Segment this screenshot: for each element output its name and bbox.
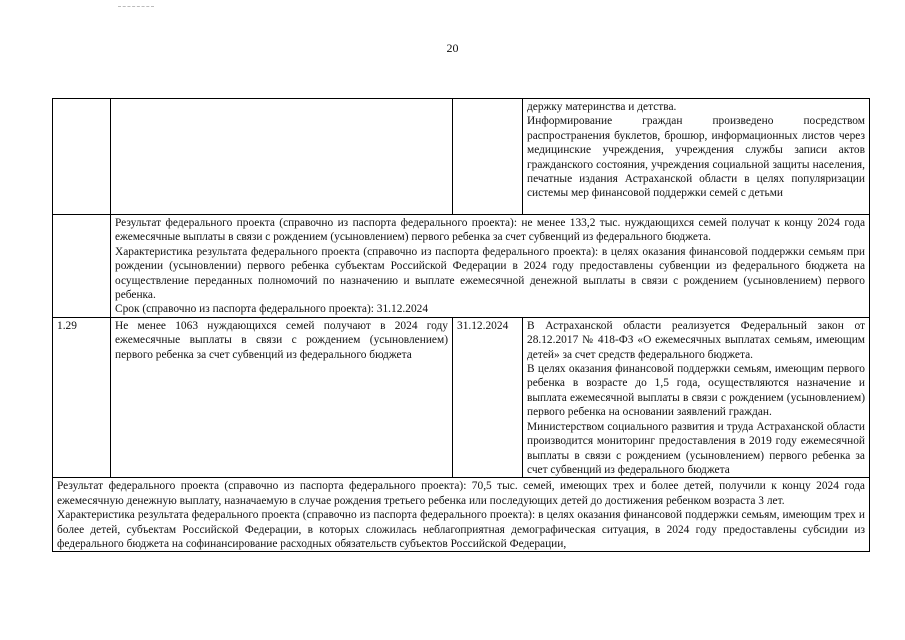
table-row <box>53 478 870 552</box>
federal-result-text: Результат федерального проекта (справочно из паспорта федерального проекта): не менее 133,2 тыс. нуждающихся семей получат к концу 2024 года ежемесячные выплаты в связи с рождением (усыновлением) первого ребенка за счет субвенций из федерального бюджета. <box>115 217 865 244</box>
federal-result-characteristic: Характеристика результата федерального проекта (справочно из паспорта федерального проекта): в целях оказания финансовой поддержки семьям при рождении (усыновлении) первого ребенка субъектам Российской Федерации в 2024 году предоставлены субвенции из федерального бюджета на осуществление переданных полномочий по назначению и выплате ежемесячной денежной выплаты в связи с рождением (усыновлением) первого ребенка. <box>115 245 865 302</box>
cell-result-empty <box>111 99 453 215</box>
cell-date: 31.12.2024 <box>453 317 523 477</box>
description-paragraph: В целях оказания финансовой поддержки семьям, имеющим первого ребенка в возрасте до 1,5 года, осуществляются назначение и выплата ежемесячной выплаты в связи с рождением (усыновлением) первого ребенка на основании заявлений граждан. <box>527 363 865 419</box>
scan-artifact <box>118 6 154 8</box>
cell-description <box>523 99 870 215</box>
page-number: 20 <box>446 41 459 55</box>
report-table <box>52 98 870 552</box>
page-bottom-margin <box>0 620 905 640</box>
federal-result-block <box>53 478 870 552</box>
table-row <box>53 99 870 215</box>
description-paragraph: В Астраханской области реализуется Федеральный закон от 28.12.2017 № 418-ФЗ «О ежемесячных выплатах семьям, имеющим детей» за счет средств федерального бюджета. <box>527 319 865 361</box>
description-paragraph: держку материнства и детства. <box>527 101 677 113</box>
cell-result: Не менее 1063 нуждающихся семей получают в 2024 году ежемесячные выплаты в связи с рождением (усыновлением) первого ребенка за счет субвенций из федерального бюджета <box>111 317 453 477</box>
federal-result-deadline: Срок (справочно из паспорта федерального проекта): 31.12.2024 <box>115 303 429 316</box>
cell-number-empty <box>53 215 111 318</box>
cell-number: 1.29 <box>53 317 111 477</box>
description-paragraph: Информирование граждан произведено посредством распространения буклетов, брошюр, информационных листов через медицинские учреждения, учреждения службы записи актов гражданского состояния, учреждения социальной защиты населения, печатные издания Астраханской области в целях популяризации системы мер финансовой поддержки семей с детьми <box>527 115 865 200</box>
federal-result-text: Результат федерального проекта (справочно из паспорта федерального проекта): 70,5 тыс. семей, имеющих трех и более детей, получили к концу 2024 года ежемесячную денежную выплату, назначаемую в случае рождения третьего ребенка или последующих детей до достижения ребенком возраста 3 лет. <box>57 480 865 507</box>
federal-result-block <box>111 215 870 318</box>
cell-number-empty <box>53 99 111 215</box>
description-paragraph: Министерством социального развития и труда Астраханской области производится мониторинг предоставления в 2019 году ежемесячной выплаты в связи с рождением (усыновлением) первого ребенка за счет субвенций из федерального бюджета <box>527 420 865 476</box>
cell-description <box>523 317 870 477</box>
table-row <box>53 215 870 318</box>
table-row <box>53 317 870 477</box>
federal-result-characteristic: Характеристика результата федерального проекта (справочно из паспорта федерального проекта): в целях оказания финансовой поддержки семьям, имеющим трех и более детей, субъектам Российской Федерации, в которых сложилась неблагоприятная демографическая ситуация, в 2024 году предоставлены субсидии из федерального бюджета на софинансирование расходных обязательств субъектов Российской Федерации, <box>57 509 865 550</box>
cell-date-empty <box>453 99 523 215</box>
